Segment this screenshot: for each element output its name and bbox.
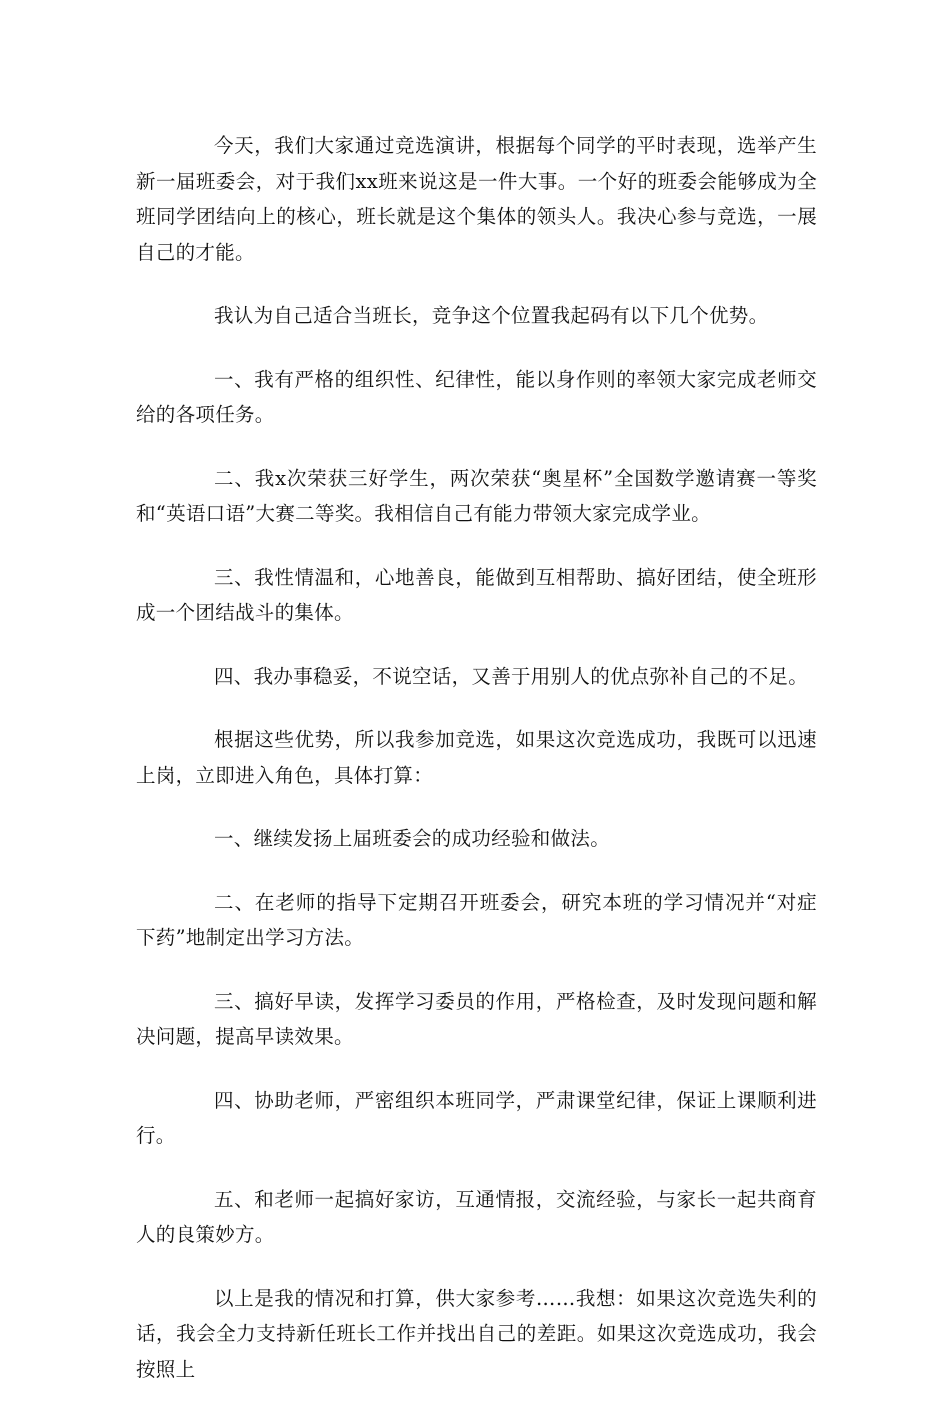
paragraph-advantage-2: 二、我x次荣获三好学生，两次荣获“奥星杯”全国数学邀请赛一等奖和“英语口语”大赛二等奖。我相信自己有能力带领大家完成学业。 (136, 466, 817, 525)
paragraph-plan-2: 二、在老师的指导下定期召开班委会，研究本班的学习情况并“对症下药”地制定出学习方法。 (136, 890, 817, 949)
paragraph-plans-lead: 根据这些优势，所以我参加竞选，如果这次竞选成功，我既可以迅速上岗，立即进入角色，具体打算： (136, 728, 817, 787)
paragraph-advantages-lead: 我认为自己适合当班长，竞争这个位置我起码有以下几个优势。 (214, 304, 769, 327)
paragraph-advantage-1: 一、我有严格的组织性、纪律性，能以身作则的率领大家完成老师交给的各项任务。 (136, 367, 817, 426)
paragraph-intro: 今天，我们大家通过竞选演讲，根据每个同学的平时表现，选举产生新一届班委会，对于我们xx班来说这是一件大事。一个好的班委会能够成为全班同学团结向上的核心，班长就是这个集体的领头人。我决心参与竞选，一展自己的才能。 (136, 134, 817, 264)
paragraph-plan-4: 四、协助老师，严密组织本班同学，严肃课堂纪律，保证上课顺利进行。 (136, 1088, 817, 1147)
paragraph-plan-3: 三、搞好早读，发挥学习委员的作用，严格检查，及时发现问题和解决问题，提高早读效果。 (136, 989, 817, 1048)
paragraph-closing: 以上是我的情况和打算，供大家参考……我想：如果这次竞选失利的话，我会全力支持新任班长工作并找出自己的差距。如果这次竞选成功，我会按照上 (136, 1286, 817, 1381)
paragraph-advantage-4: 四、我办事稳妥，不说空话，又善于用别人的优点弥补自己的不足。 (214, 664, 809, 688)
paragraph-plan-5: 五、和老师一起搞好家访，互通情报，交流经验，与家长一起共商育人的良策妙方。 (136, 1187, 817, 1246)
paragraph-advantage-3: 三、我性情温和，心地善良，能做到互相帮助、搞好团结，使全班形成一个团结战斗的集体。 (136, 565, 817, 624)
document-body (136, 128, 817, 1415)
paragraph-plan-1: 一、继续发扬上届班委会的成功经验和做法。 (214, 827, 611, 850)
